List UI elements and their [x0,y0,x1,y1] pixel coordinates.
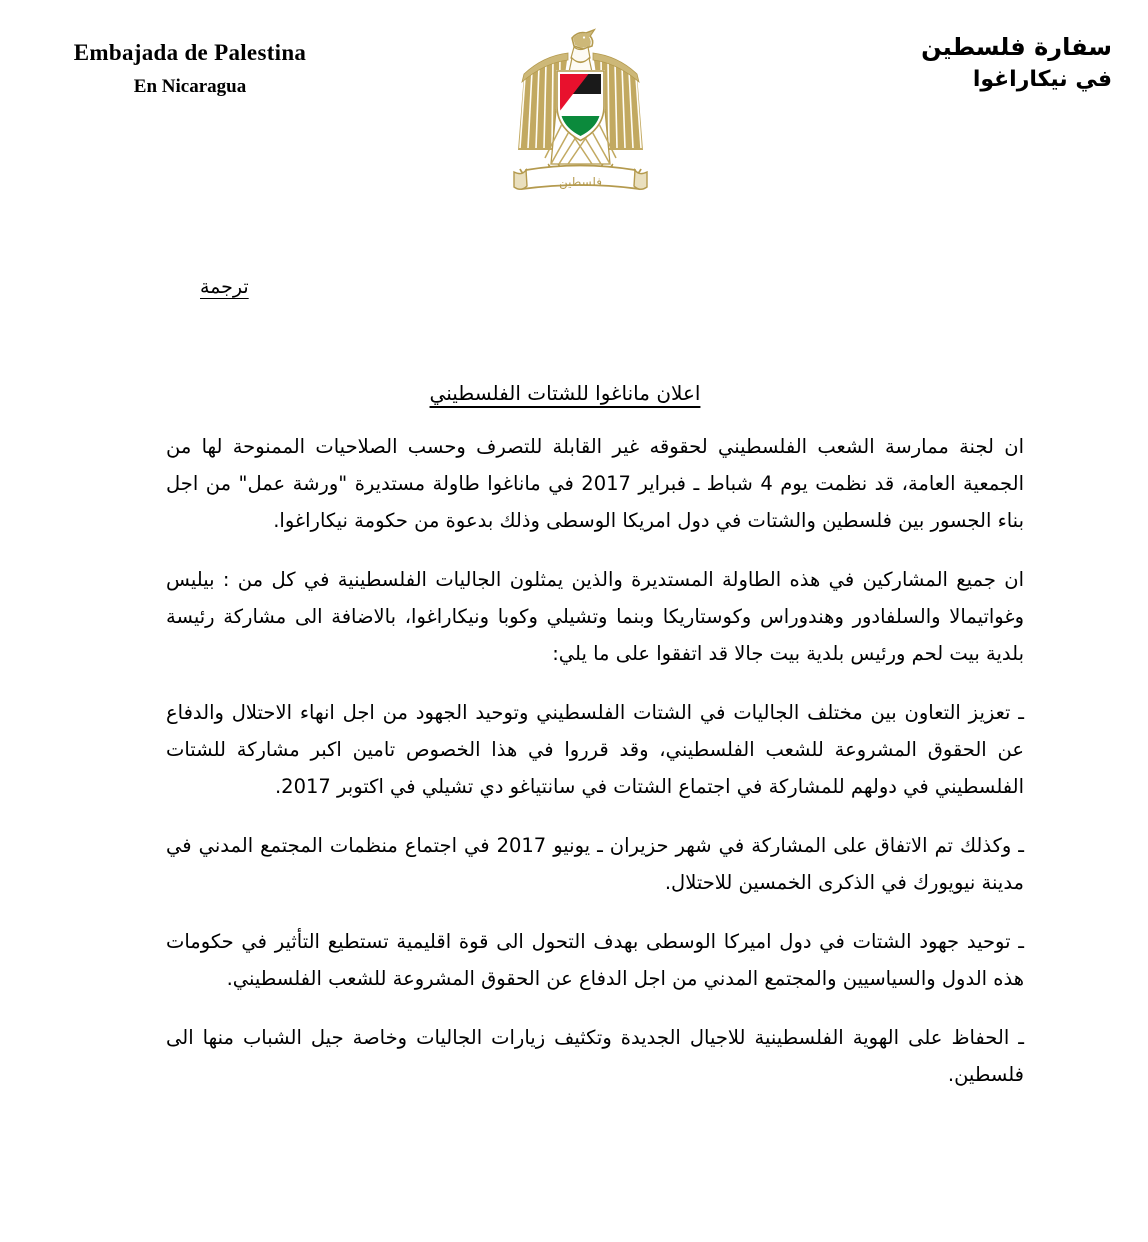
embassy-name-spanish [40,38,340,102]
paragraph-point-4: ـ الحفاظ على الهوية الفلسطينية للاجيال الجديدة وتكثيف زيارات الجاليات وخاصة جيل الشباب منها الى فلسطين. [166,1026,1024,1086]
embassy-name-arabic-line2: في نيكاراغوا [972,67,1112,92]
document-title [0,378,1148,410]
paragraph-participants: ان جميع المشاركين في هذه الطاولة المستديرة والذين يمثلون الجاليات الفلسطينية في كل من : بيليس وغواتيمالا والسلفادور وهندوراس وكوستاريكا وبنما وتشيلي وكوبا ونيكاراغوا، بالاضافة الى مشاركة رئيسة بلدية بيت لحم ورئيس بلدية بيت جالا قد اتفقوا على ما يلي: [166,568,1024,665]
embassy-name-arabic-line1: سفارة فلسطين [921,33,1112,61]
embassy-name-spanish-line2: En Nicaragua [133,76,247,97]
document-title-text: اعلان ماناغوا للشتات الفلسطيني [429,381,701,405]
paragraph-point-2: ـ وكذلك تم الاتفاق على المشاركة في شهر حزيران ـ يونيو 2017 في اجتماع منظمات المجتمع المدني في مدينة نيويورك في الذكرى الخمسين للاحتلال. [166,834,1024,894]
document-content [166,428,1024,1093]
embassy-name-arabic [812,30,1112,96]
paragraph-intro: ان لجنة ممارسة الشعب الفلسطيني لحقوقه غير القابلة للتصرف وحسب الصلاحيات الممنوحة لها من الجمعية العامة، قد نظمت يوم 4 شباط ـ فبراير 2017 في ماناغوا طاولة مستديرة "ورشة عمل" من اجل بناء الجسور بين فلسطين والشتات في دول امريكا الوسطى وذلك بدعوة من حكومة نيكاراغوا. [166,435,1024,532]
letterhead [0,0,1148,230]
emblem-scroll-text: فلسطين [558,175,603,189]
palestine-coat-of-arms-icon [498,22,663,212]
paragraph-point-3: ـ توحيد جهود الشتات في دول اميركا الوسطى بهدف التحول الى قوة اقليمية تستطيع التأثير في حكومات هذه الدول والسياسيين والمجتمع المدني من اجل الدفاع عن الحقوق المشروعة للشعب الفلسطيني. [166,930,1024,990]
embassy-name-spanish-line1: Embajada de Palestina [73,40,307,65]
paragraph-point-1: ـ تعزيز التعاون بين مختلف الجاليات في الشتات الفلسطيني وتوحيد الجهود من اجل انهاء الاحتلال والدفاع عن الحقوق المشروعة للشعب الفلسطيني، وقد قرروا في هذا الخصوص تامين اكبر مشاركة للشتات الفلسطيني في دولهم للمشاركة في اجتماع الشتات في سانتياغو دي تشيلي في اكتوبر 2017. [166,701,1024,798]
translation-label: ترجمة [200,276,249,298]
